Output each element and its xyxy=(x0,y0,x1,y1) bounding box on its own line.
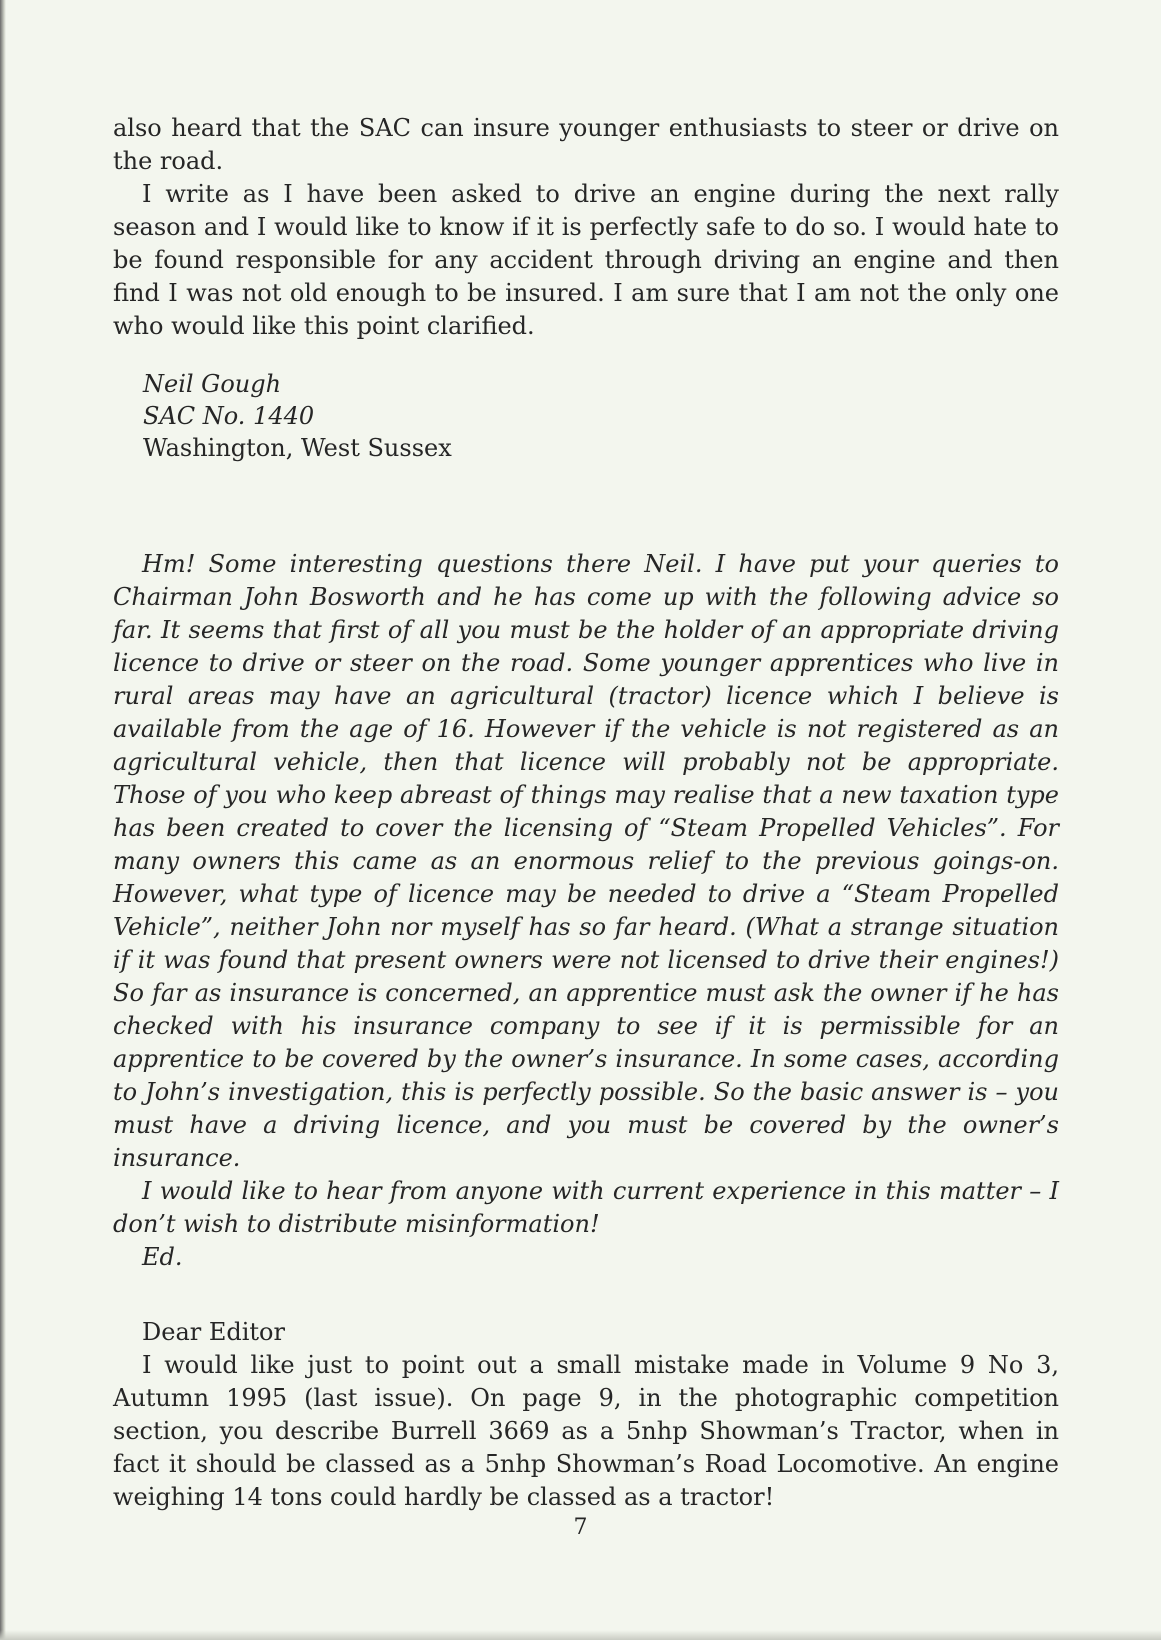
editor-reply-paragraph-1: Hm! Some interesting questions there Neil. I have put your queries to Chairman John Bosworth and he has come up with the following advice so far. It seems that first of all you must be the holder of an appropriate driving licence to drive or steer on the road. Some younger apprentices who live in rural areas may have an agricultural (tractor) licence which I believe is available from the age of 16. However if the vehicle is not registered as an agricultural vehicle, then that licence will probably not be appropriate. Those of you who keep abreast of things may realise that a new taxation type has been created to cover the licensing of “Steam Propelled Vehicles”. For many owners this came as an enormous relief to the previous goings-on. However, what type of licence may be needed to drive a “Steam Propelled Vehicle”, neither John nor myself has so far heard. (What a strange situation if it was found that present owners were not licensed to drive their engines!) So far as insurance is concerned, an apprentice must ask the owner if he has checked with his insurance company to see if it is permissible for an apprentice to be covered by the owner’s insurance. In some cases, according to John’s investigation, this is perfectly possible. So the basic answer is – you must have a driving licence, and you must be covered by the owner’s insurance. xyxy=(113,550,1059,1172)
letter-1-paragraph-1: also heard that the SAC can insure younger enthusiasts to steer or drive on the road. xyxy=(113,114,1059,175)
page-number: 7 xyxy=(573,1515,588,1540)
editor-reply-paragraph-2: I would like to hear from anyone with current experience in this matter – I don’t wish to distribute misinformation! xyxy=(113,1177,1059,1238)
letter-1-signature xyxy=(143,368,452,464)
editor-reply xyxy=(113,548,1059,1274)
binding-spine xyxy=(0,0,6,1640)
letter-2-body xyxy=(113,1316,1059,1514)
signature-membership: SAC No. 1440 xyxy=(143,402,315,430)
letter-2-paragraph-1: I would like just to point out a small mistake made in Volume 9 No 3, Autumn 1995 (last issue). On page 9, in the photographic competition section, you describe Burrell 3669 as a 5nhp Showman’s Tractor, when in fact it should be classed as a 5nhp Showman’s Road Locomotive. An engine weighing 14 tons could hardly be classed as a tractor! xyxy=(113,1351,1059,1511)
letter-1-body xyxy=(113,112,1059,343)
letter-2-salutation: Dear Editor xyxy=(142,1318,285,1346)
editor-signoff: Ed. xyxy=(142,1243,183,1271)
letter-1-paragraph-2: I write as I have been asked to drive an engine during the next rally season and I would like to know if it is perfectly safe to do so. I would hate to be found responsible for any accident through driving an engine and then find I was not old enough to be insured. I am sure that I am not the only one who would like this point clarified. xyxy=(113,180,1059,340)
signature-location: Washington, West Sussex xyxy=(143,434,452,462)
signature-name: Neil Gough xyxy=(143,370,282,398)
page-bottom-edge xyxy=(0,1630,1161,1640)
